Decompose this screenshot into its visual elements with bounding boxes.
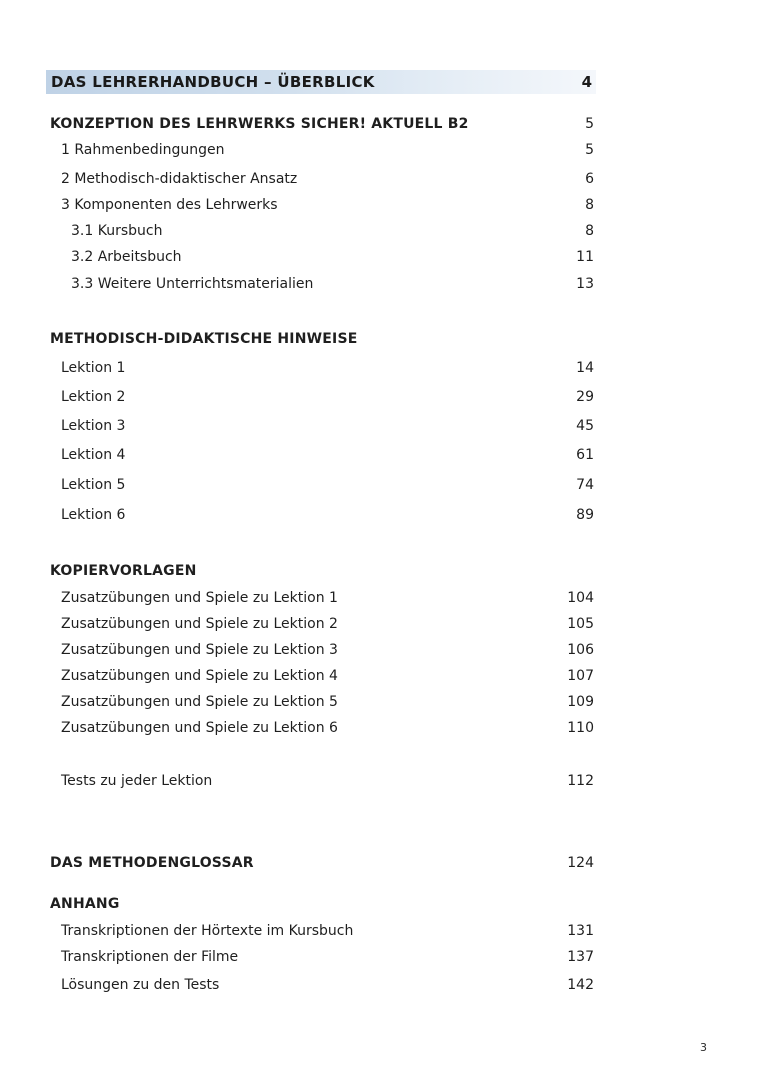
toc-section-heading [0, 560, 776, 582]
toc-heading-label: DAS METHODENGLOSSAR [50, 855, 254, 871]
toc-subentry[interactable] [0, 246, 776, 268]
toc-heading-label: KONZEPTION DES LEHRWERKS SICHER! AKTUELL B2 [50, 116, 469, 132]
toc-page-number: 104 [567, 590, 594, 606]
toc-page-number: 105 [567, 616, 594, 632]
toc-page-number: 11 [576, 249, 594, 265]
toc-entry[interactable] [0, 504, 776, 526]
toc-entry[interactable] [0, 194, 776, 216]
toc-page-number: 13 [576, 276, 594, 292]
toc-page-number: 124 [567, 855, 594, 871]
toc-page-number: 45 [576, 418, 594, 434]
toc-section-heading [0, 328, 776, 350]
toc-page-number: 61 [576, 447, 594, 463]
toc-entry-label: Zusatzübungen und Spiele zu Lektion 6 [61, 720, 338, 736]
toc-entry-label: 3 Komponenten des Lehrwerks [61, 197, 278, 213]
toc-page-number: 109 [567, 694, 594, 710]
toc-entry[interactable] [0, 639, 776, 661]
toc-page-number: 89 [576, 507, 594, 523]
toc-entry[interactable] [0, 444, 776, 466]
toc-entry[interactable] [0, 920, 776, 942]
page-number: 3 [700, 1041, 707, 1054]
toc-page-number: 6 [585, 171, 594, 187]
toc-entry-label: Zusatzübungen und Spiele zu Lektion 4 [61, 668, 338, 684]
toc-subentry[interactable] [0, 273, 776, 295]
toc-entry[interactable] [0, 665, 776, 687]
toc-heading-label: ANHANG [50, 896, 120, 912]
toc-entry-label: Lektion 5 [61, 477, 126, 493]
toc-entry[interactable] [0, 946, 776, 968]
toc-page-number: 4 [581, 73, 592, 91]
toc-subentry[interactable] [0, 220, 776, 242]
toc-entry[interactable] [0, 587, 776, 609]
toc-page-number: 137 [567, 949, 594, 965]
toc-entry-label: 3.3 Weitere Unterrichtsmaterialien [71, 276, 314, 292]
toc-section-heading[interactable] [0, 852, 776, 874]
overview-banner[interactable] [46, 70, 596, 94]
toc-entry[interactable] [0, 415, 776, 437]
toc-page-number: 106 [567, 642, 594, 658]
toc-page-number: 5 [585, 116, 594, 132]
toc-page-number: 131 [567, 923, 594, 939]
toc-entry[interactable] [0, 691, 776, 713]
toc-page-number: 29 [576, 389, 594, 405]
toc-entry[interactable] [0, 717, 776, 739]
toc-entry-label: Lektion 4 [61, 447, 126, 463]
toc-entry[interactable] [0, 613, 776, 635]
toc-entry-label: Lektion 2 [61, 389, 126, 405]
toc-entry-label: Tests zu jeder Lektion [61, 773, 213, 789]
toc-entry[interactable] [0, 770, 776, 792]
toc-heading-label: KOPIERVORLAGEN [50, 563, 197, 579]
toc-entry-label: Zusatzübungen und Spiele zu Lektion 1 [61, 590, 338, 606]
toc-section-heading [0, 893, 776, 915]
toc-page-number: 5 [585, 142, 594, 158]
toc-page-number: 74 [576, 477, 594, 493]
toc-page-number: 110 [567, 720, 594, 736]
toc-page-number: 107 [567, 668, 594, 684]
toc-entry-label: 3.2 Arbeitsbuch [71, 249, 182, 265]
toc-entry-label: DAS LEHRERHANDBUCH – ÜBERBLICK [51, 73, 375, 91]
toc-entry-label: Zusatzübungen und Spiele zu Lektion 3 [61, 642, 338, 658]
toc-entry[interactable] [0, 357, 776, 379]
toc-entry-label: Zusatzübungen und Spiele zu Lektion 5 [61, 694, 338, 710]
toc-entry[interactable] [0, 974, 776, 996]
toc-entry[interactable] [0, 168, 776, 190]
toc-entry-label: 2 Methodisch-didaktischer Ansatz [61, 171, 298, 187]
toc-entry-label: Lektion 1 [61, 360, 126, 376]
toc-entry[interactable] [0, 474, 776, 496]
toc-entry-label: Transkriptionen der Filme [61, 949, 239, 965]
toc-page-number: 8 [585, 197, 594, 213]
toc-page-number: 142 [567, 977, 594, 993]
toc-section-heading[interactable] [0, 113, 776, 135]
toc-entry-label: Lektion 6 [61, 507, 126, 523]
toc-entry-label: Lösungen zu den Tests [61, 977, 220, 993]
toc-entry-label: 3.1 Kursbuch [71, 223, 163, 239]
toc-entry-label: Lektion 3 [61, 418, 126, 434]
toc-entry-label: 1 Rahmenbedingungen [61, 142, 225, 158]
toc-heading-label: METHODISCH-DIDAKTISCHE HINWEISE [50, 331, 358, 347]
toc-entry[interactable] [0, 386, 776, 408]
toc-page-number: 112 [567, 773, 594, 789]
toc-page-number: 14 [576, 360, 594, 376]
toc-page-number: 8 [585, 223, 594, 239]
toc-entry-label: Transkriptionen der Hörtexte im Kursbuch [61, 923, 354, 939]
toc-entry[interactable] [0, 139, 776, 161]
toc-entry-label: Zusatzübungen und Spiele zu Lektion 2 [61, 616, 338, 632]
